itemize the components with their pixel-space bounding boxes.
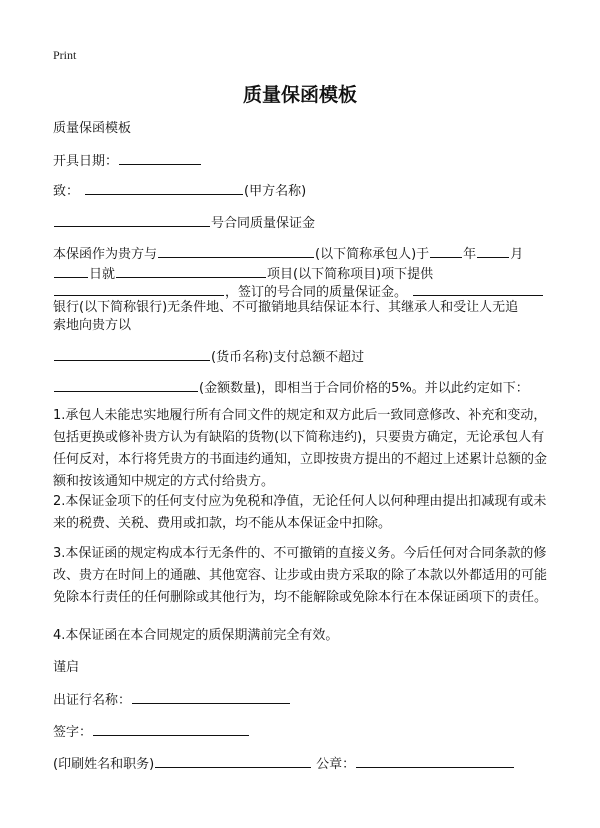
- intro-line-5: 索地向贵方以: [53, 318, 132, 333]
- issuer-row: [53, 688, 291, 712]
- recipient-suffix: (甲方名称): [244, 184, 307, 199]
- clause-2: 2.本保证金项下的任何支付应为免税和净值，无论任何人以何种理由提出扣减现有或未来的税费、关税、费用或扣款，均不能从本保证金中扣除。: [53, 494, 547, 531]
- contract-row: [53, 211, 315, 235]
- signature-row: [53, 720, 250, 744]
- doc-subtitle: 质量保函模板: [53, 121, 132, 136]
- contract-suffix: 号合同质量保证金: [211, 216, 316, 231]
- intro-text: ，签订的号合同的质量保证金。: [225, 285, 408, 300]
- seal-blank: [356, 752, 514, 768]
- intro-text: 月: [510, 247, 524, 262]
- recipient-row: [53, 179, 306, 203]
- page-title: 质量保函模板: [242, 84, 357, 106]
- recipient-label: 致：: [53, 184, 80, 199]
- signature-blank: [93, 720, 249, 736]
- issue-date-blank: [119, 149, 201, 165]
- clause-3: 3.本保证函的规定构成本行无条件的、不可撤销的直接义务。今后任何对合同条款的修改、贵方在时间上的通融、其他宽容、让步或由贵方采取的除了本款以外都适用的可能免除本行责任的任何删除或其他行为，均不能解除或免除本行在本保证函项下的责任。: [53, 546, 548, 605]
- issuer-blank: [132, 688, 290, 704]
- contractor-blank: [158, 242, 314, 258]
- issue-date-label: 开具日期：: [53, 154, 119, 169]
- contract-number-blank: [54, 211, 210, 227]
- closing: 谨启: [53, 660, 80, 675]
- intro-line-4: 银行(以下简称银行)无条件地、不可撤销地具结保证本行、其继承人和受让人无追: [53, 300, 519, 315]
- clause-4: 4.本保证函在本合同规定的质保期满前完全有效。: [53, 628, 339, 643]
- issue-date-row: [53, 149, 202, 173]
- signature-label: 签字：: [53, 725, 93, 740]
- recipient-blank: [85, 179, 243, 195]
- intro-text: 项目(以下简称项目)项下提供: [267, 267, 434, 282]
- amount-row: [53, 376, 529, 400]
- intro-text: (以下简称承包人)于: [315, 247, 430, 262]
- intro-text: 日就: [89, 267, 116, 282]
- goods-blank: [54, 280, 224, 296]
- print-link[interactable]: Print: [53, 48, 77, 62]
- currency-blank: [54, 345, 210, 361]
- bank-blank: [413, 280, 543, 296]
- intro-text: 年: [463, 247, 477, 262]
- currency-suffix: (货币名称)支付总额不超过: [211, 350, 365, 365]
- printed-name-row: [53, 752, 515, 776]
- currency-row: [53, 345, 364, 369]
- printed-name-blank: [155, 752, 311, 768]
- day-blank: [54, 262, 88, 278]
- printed-name-label: (印刷姓名和职务): [53, 757, 155, 772]
- month-blank: [477, 242, 509, 258]
- project-blank: [116, 262, 266, 278]
- issuer-label: 出证行名称：: [53, 693, 132, 708]
- year-blank: [430, 242, 462, 258]
- intro-text: 本保函作为贵方与: [53, 247, 158, 262]
- clause-1: 1.承包人未能忠实地履行所有合同文件的规定和双方此后一致同意修改、补充和变动，包括更换或修补贵方认为有缺陷的货物(以下简称违约)，只要贵方确定，无论承包人有任何反对，本行将凭贵方的书面违约通知，立即按贵方提出的不超过上述累计总额的金额和按该通知中规定的方式付给贵方。: [53, 408, 548, 489]
- seal-label: 公章：: [316, 757, 356, 772]
- amount-blank: [54, 376, 198, 392]
- amount-suffix: (金额数量)，即相当于合同价格的5%。并以此约定如下：: [199, 381, 529, 396]
